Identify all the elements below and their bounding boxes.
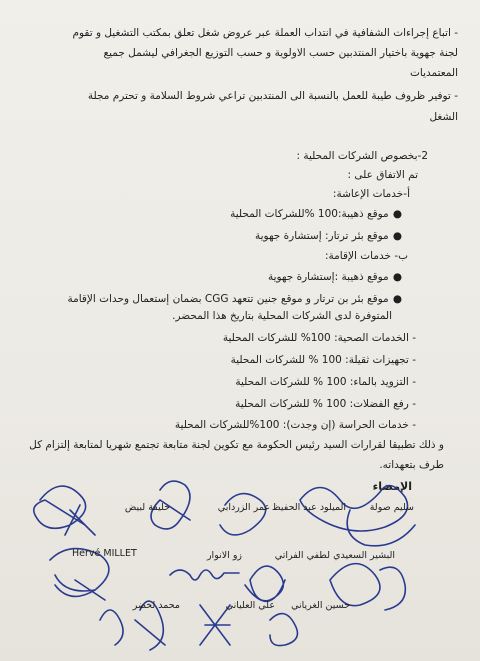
signatory-name: حسين الغرياني [291,600,350,611]
signature-scribbles [0,470,480,661]
closing-line-2: طرف بتعهداته. [379,459,444,471]
text-line-1: - اتباع إجراءات الشفافية في انتداب العملة عبر عروض شغل تعلق بمكتب التشغيل و تقوم [0,26,480,40]
signatory-name: لطفي الفراتي [274,550,330,561]
text-line-3: المعتمديات [409,67,458,79]
signatures-block [0,470,480,661]
bullet-icon: ● [392,230,402,242]
item-equipment: - تجهيزات ثقيلة: 100 % للشركات المحلية [0,353,480,367]
text-line-4: - توفير ظروف طيبة للعمل بالنسبة الى المنتدبين تراعي شروط السلامة و تحترم مجلة [0,89,480,103]
agreement-intro: تم الاتفاق على : [347,169,418,181]
signatory-name: زو الانوار [206,550,242,561]
bullet-text: موقع ذهيبة:100 %للشركات المحلية [230,208,389,220]
text-line-continuation: المتوفرة لدى الشركات المحلية بتاريخ هذا المحضر. [172,310,392,322]
signatory-name: الميلود عبد الحفيظ [271,502,346,513]
subheading-accommodation: ب- خدمات الإقامة: [325,250,408,262]
signatory-name: خليفة لبيض [124,502,170,513]
signatory-name: البشير السعيدي [333,550,395,561]
bullet-item [0,229,480,243]
signatory-name: محمد لخضر [132,600,180,611]
bullet-item [0,270,480,284]
item-waste: - رفع الفضلات: 100 % للشركات المحلية [0,397,480,411]
closing-line-1: و ذلك تطبيقا لقرارات السيد رئيس الحكومة مع تكوين لجنة متابعة تجتمع شهريا لمتابعة إلتزام كل [29,439,444,451]
item-security: - خدمات الحراسة (إن وجدت): 100%للشركات المحلية [0,418,480,432]
signatory-name: عمر الزردابي [217,502,270,513]
bullet-item [0,207,480,221]
signatory-name: Hervé MILLET [72,548,137,559]
section-heading: 2-بخصوص الشركات المحلية : [296,150,428,162]
bullet-text: موقع بئر ترتار: إستشارة جهوية [254,230,389,242]
subheading-catering: أ-خدمات الإعاشة: [332,188,410,200]
bullet-icon: ● [392,271,402,283]
signatory-name: علي العلياني [225,600,275,611]
item-health: - الخدمات الصحية: 100% للشركات المحلية [0,331,480,345]
bullet-text: موقع ذهيبة :إستشارة جهوية [267,271,389,283]
bullet-icon: ● [392,293,402,305]
text-line-2: لجنة جهوية باختيار المنتدبين حسب الاولوية و حسب التوزيع الجغرافي ليشمل جميع [103,47,458,59]
signatures-heading: الإمضاء [372,480,412,493]
bullet-text: موقع بئر بن ترتار و موقع جنين تتعهد CGG بضمان إستعمال وحدات الإقامة [67,293,389,305]
bullet-item [0,292,480,306]
item-water: - التزويد بالماء: 100 % للشركات المحلية [0,375,480,389]
bullet-icon: ● [392,208,402,220]
text-line-5: الشغل [429,111,458,123]
signatory-name: سليم صولة [369,502,414,513]
